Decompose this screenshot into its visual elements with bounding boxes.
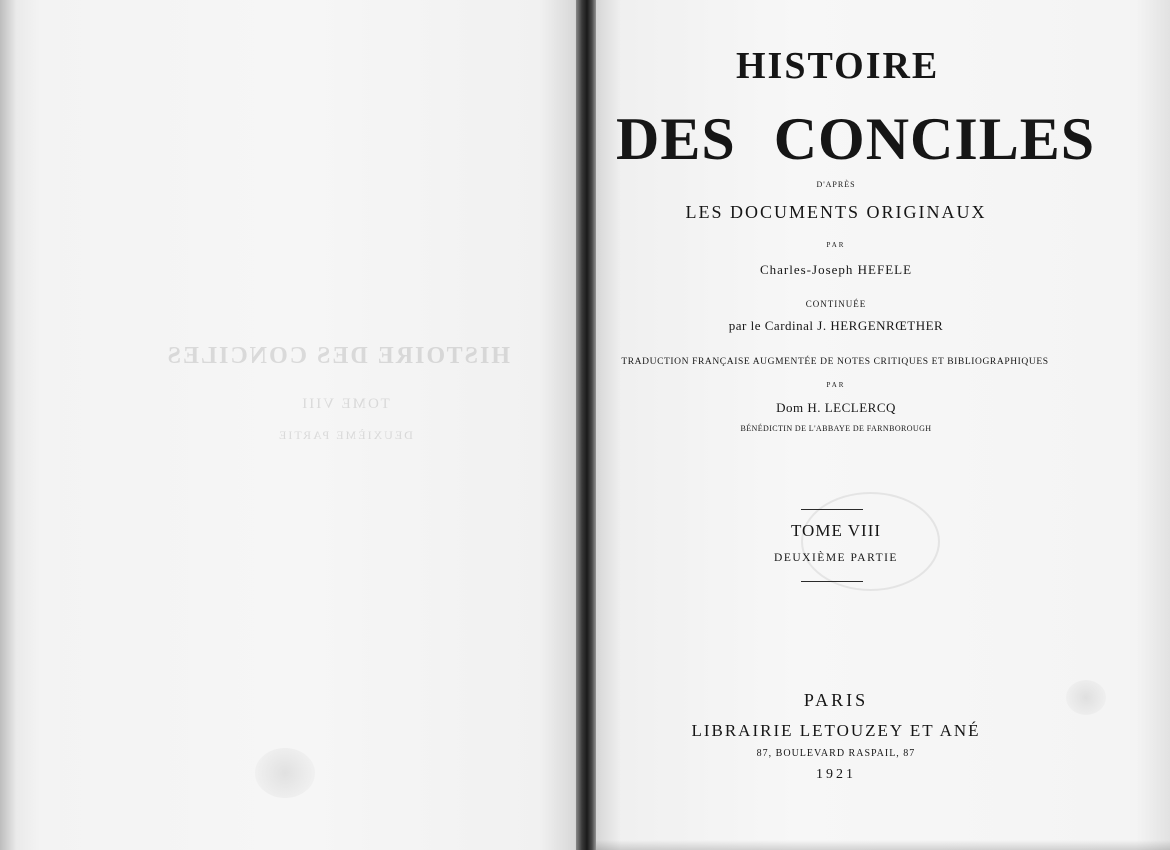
translation-note: TRADUCTION FRANÇAISE AUGMENTÉE DE NOTES CRITIQUES ET BIBLIOGRAPHIQUES	[621, 357, 1049, 367]
continuator-name: par le Cardinal J. HERGENRŒTHER	[728, 318, 944, 333]
rule-top	[801, 509, 863, 510]
paper-smudge	[255, 748, 315, 798]
title-des-conciles: DES CONCILES	[616, 106, 1096, 172]
continuee-label: CONTINUÉE	[805, 299, 867, 309]
bleed-through-title: HISTOIRE DES CONCILES	[165, 343, 510, 369]
bleed-through-tome: TOME VIII	[300, 396, 390, 412]
left-page-edge	[0, 0, 16, 850]
rule-bottom	[801, 581, 863, 582]
tome-number: TOME VIII	[790, 521, 882, 540]
title-histoire: HISTOIRE	[736, 45, 940, 87]
translator-name: Dom H. LECLERCQ	[776, 400, 896, 415]
par-label-author: PAR	[826, 241, 846, 249]
tome-partie: DEUXIÈME PARTIE	[774, 552, 898, 564]
bleed-through-partie: DEUXIÈME PARTIE	[277, 428, 413, 442]
translator-affiliation: BÉNÉDICTIN DE L'ABBAYE DE FARNBOROUGH	[740, 424, 932, 433]
paper-mark	[1066, 680, 1106, 715]
author-name: Charles-Joseph HEFELE	[759, 262, 913, 277]
publication-year: 1921	[816, 767, 856, 782]
dapres-label: D'APRÈS	[816, 180, 856, 189]
par-label-translator: PAR	[826, 381, 846, 389]
publication-city: PARIS	[803, 690, 869, 710]
left-page	[0, 0, 583, 850]
publisher-address: 87, BOULEVARD RASPAIL, 87	[756, 748, 916, 759]
publisher-name: LIBRAIRIE LETOUZEY ET ANÉ	[691, 721, 981, 740]
library-stamp	[801, 492, 940, 591]
right-page-shadow	[596, 840, 1170, 850]
subtitle: LES DOCUMENTS ORIGINAUX	[685, 202, 987, 222]
book-gutter	[576, 0, 598, 850]
